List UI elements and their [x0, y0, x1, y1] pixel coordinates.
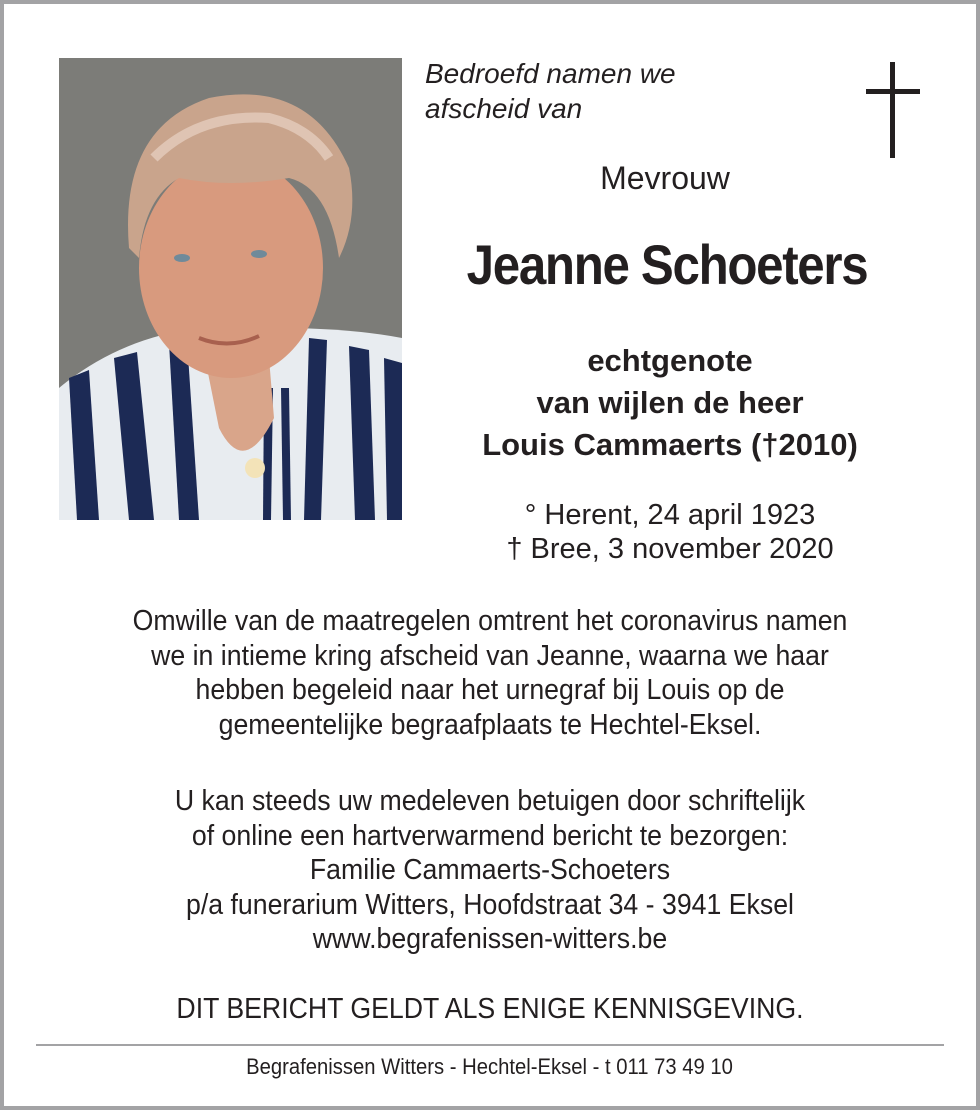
official-notice [4, 992, 976, 1027]
paragraph-line: we in intieme kring afscheid van Jeanne, waarna we haar [151, 639, 829, 672]
footer-text: Begrafenissen Witters - Hechtel-Eksel - t 011 73 49 10 [246, 1054, 734, 1079]
death-date: † Bree, 3 november 2020 [506, 533, 834, 565]
obituary-page [4, 4, 976, 1106]
website-link[interactable]: www.begrafenissen-witters.be [312, 923, 668, 955]
birth-date: ° Herent, 24 april 1923 [524, 499, 816, 531]
honorific: Mevrouw [600, 160, 730, 196]
paragraph-line: Omwille van de maatregelen omtrent het coronavirus namen [132, 605, 848, 637]
footer [4, 1054, 976, 1080]
portrait-image [59, 58, 402, 520]
intro-line: afscheid van [425, 93, 583, 124]
paragraph-line: gemeentelijke begraafplaats te Hechtel-Eksel. [218, 708, 762, 741]
intro-line: Bedroefd namen we [425, 58, 676, 89]
family-name: Familie Cammaerts-Schoeters [309, 854, 671, 886]
spouse-line: Louis Cammaerts (†2010) [482, 427, 858, 462]
spouse-info [425, 340, 915, 466]
spouse-line: van wijlen de heer [536, 385, 804, 420]
notice-text: DIT BERICHT GELDT ALS ENIGE KENNISGEVING. [176, 993, 804, 1025]
deceased-name: Jeanne Schoeters [466, 233, 868, 296]
paragraph-line: of online een hartverwarmend bericht te bezorgen: [191, 819, 789, 852]
paragraph-line: hebben begeleid naar het urnegraf bij Louis op de [195, 674, 785, 706]
portrait-photo [59, 58, 402, 520]
funeral-paragraph [4, 604, 976, 742]
life-dates [425, 498, 915, 566]
paragraph-line: U kan steeds uw medeleven betuigen door schriftelijk [174, 785, 806, 817]
intro-text [425, 56, 676, 126]
cross-icon [866, 62, 920, 158]
address-line: p/a funerarium Witters, Hoofdstraat 34 - 3941 Eksel [185, 888, 794, 921]
divider [36, 1044, 944, 1046]
condolence-paragraph [4, 784, 976, 957]
spouse-line: echtgenote [587, 343, 753, 378]
